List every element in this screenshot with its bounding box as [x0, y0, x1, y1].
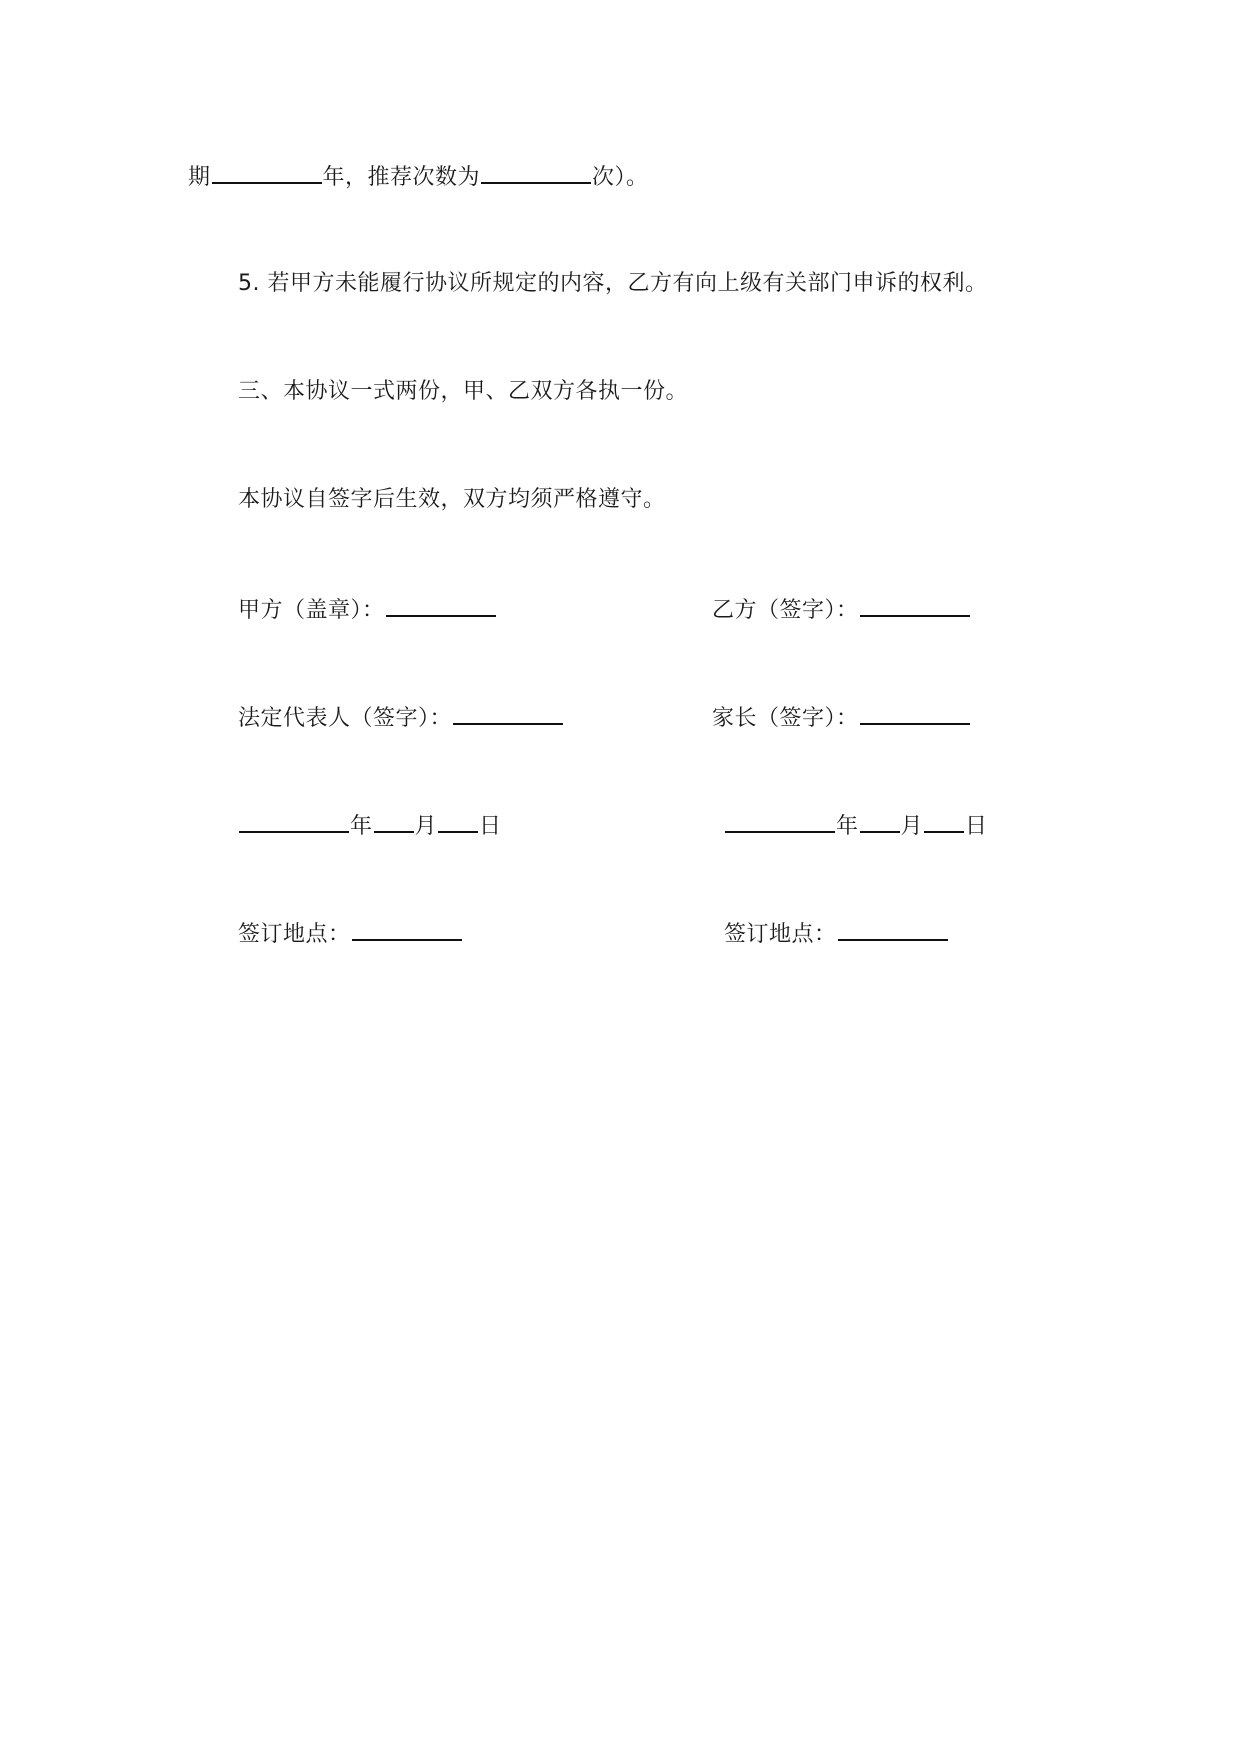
month-label: 月	[900, 814, 924, 839]
day-label: 日	[965, 814, 988, 839]
party-b-blank	[860, 593, 970, 617]
clause-5: 5. 若甲方未能履行协议所规定的内容，乙方有向上级有关部门申诉的权利。	[238, 271, 988, 296]
date-left-year-blank	[239, 809, 349, 833]
party-b-label: 乙方（签字）：	[712, 598, 859, 623]
party-a-signature	[238, 593, 497, 626]
text-prefix: 期	[188, 165, 211, 190]
legal-rep-signature	[238, 701, 564, 734]
party-b-signature	[712, 593, 971, 626]
parent-signature	[712, 701, 971, 734]
place-right	[724, 917, 949, 950]
party-a-label: 甲方（盖章）：	[238, 598, 385, 623]
place-right-blank	[838, 917, 948, 941]
date-left	[238, 809, 502, 842]
date-right-day-blank	[924, 809, 964, 833]
date-right	[724, 809, 988, 842]
section-three: 三、本协议一式两份，甲、乙双方各执一份。	[238, 379, 689, 404]
legal-rep-blank	[453, 701, 563, 725]
blank-years	[212, 160, 322, 184]
parent-blank	[860, 701, 970, 725]
parent-label: 家长（签字）：	[712, 706, 859, 731]
place-left-label: 签订地点：	[238, 922, 351, 947]
place-right-label: 签订地点：	[724, 922, 837, 947]
year-label: 年	[350, 814, 373, 839]
text-suffix: 次）。	[592, 165, 649, 190]
date-right-month-blank	[860, 809, 900, 833]
date-left-day-blank	[438, 809, 478, 833]
effective-clause: 本协议自签字后生效，双方均须严格遵守。	[238, 487, 666, 512]
day-label: 日	[479, 814, 502, 839]
party-a-blank	[386, 593, 496, 617]
blank-times	[481, 160, 591, 184]
date-left-month-blank	[374, 809, 414, 833]
year-label: 年	[836, 814, 859, 839]
text-mid: 年，推荐次数为	[322, 165, 481, 190]
paragraph-term-continuation	[188, 160, 649, 193]
month-label: 月	[414, 814, 438, 839]
legal-rep-label: 法定代表人（签字）：	[238, 706, 453, 731]
date-right-year-blank	[725, 809, 835, 833]
place-left	[238, 917, 463, 950]
place-left-blank	[352, 917, 462, 941]
